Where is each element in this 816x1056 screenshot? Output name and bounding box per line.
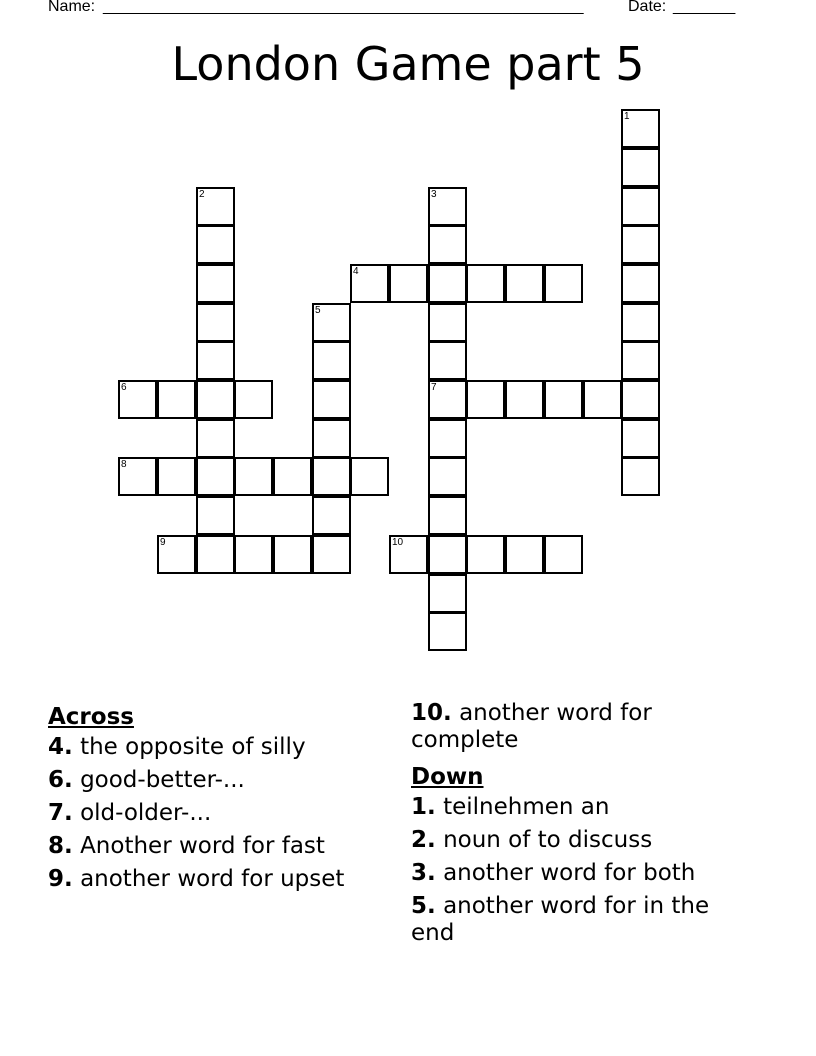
grid-cell-9[interactable]	[157, 535, 196, 574]
grid-cell[interactable]	[505, 380, 544, 419]
date-line[interactable]: _______	[673, 0, 736, 15]
grid-cell[interactable]	[196, 457, 235, 496]
grid-cell[interactable]	[196, 341, 235, 380]
grid-cell[interactable]	[621, 419, 660, 458]
cell-number: 3	[431, 189, 437, 200]
grid-cell[interactable]	[544, 380, 583, 419]
grid-cell-6[interactable]	[118, 380, 157, 419]
grid-cell[interactable]	[157, 380, 196, 419]
cell-number: 6	[121, 382, 127, 393]
puzzle-title: London Game part 5	[171, 37, 645, 91]
grid-cell[interactable]	[544, 535, 583, 574]
clue-number: 6.	[48, 767, 73, 793]
clue-down-3	[411, 860, 751, 887]
cell-number: 4	[353, 266, 359, 277]
clue-across-9	[48, 866, 378, 893]
cell-number: 7	[431, 382, 437, 393]
clue-down-1	[411, 794, 751, 821]
date-label: Date:	[628, 0, 667, 15]
grid-cell[interactable]	[428, 612, 467, 651]
clue-text: another word for upset	[80, 866, 345, 892]
cell-number: 8	[121, 459, 127, 470]
clue-across-4	[48, 734, 378, 761]
grid-cell[interactable]	[621, 341, 660, 380]
grid-cell[interactable]	[234, 457, 273, 496]
clue-number: 3.	[411, 860, 436, 886]
grid-cell[interactable]	[312, 457, 351, 496]
grid-cell[interactable]	[505, 264, 544, 303]
grid-cell[interactable]	[505, 535, 544, 574]
grid-cell[interactable]	[312, 496, 351, 535]
clue-text: another word for both	[443, 860, 696, 886]
grid-cell[interactable]	[196, 303, 235, 342]
grid-cell-10[interactable]	[389, 535, 428, 574]
clue-text: the opposite of silly	[80, 734, 306, 760]
grid-cell[interactable]	[466, 535, 505, 574]
clue-across-6	[48, 767, 378, 794]
clue-text: good-better-...	[80, 767, 245, 793]
grid-cell[interactable]	[428, 341, 467, 380]
grid-cell-4[interactable]	[350, 264, 389, 303]
clue-across-10	[411, 700, 751, 754]
grid-cell[interactable]	[312, 380, 351, 419]
across-heading: Across	[48, 704, 134, 730]
grid-cell[interactable]	[428, 303, 467, 342]
clue-down-5	[411, 893, 751, 947]
grid-cell[interactable]	[428, 574, 467, 613]
grid-cell[interactable]	[544, 264, 583, 303]
cell-number: 2	[199, 189, 205, 200]
grid-cell[interactable]	[621, 457, 660, 496]
grid-cell[interactable]	[312, 341, 351, 380]
name-label: Name:	[48, 0, 96, 15]
grid-cell[interactable]	[273, 535, 312, 574]
clue-number: 1.	[411, 794, 436, 820]
clue-across-8	[48, 833, 378, 860]
grid-cell-5[interactable]	[312, 303, 351, 342]
grid-cell[interactable]	[312, 419, 351, 458]
cell-number: 1	[624, 111, 630, 122]
grid-cell[interactable]	[196, 264, 235, 303]
grid-cell[interactable]	[196, 496, 235, 535]
grid-cell[interactable]	[428, 225, 467, 264]
grid-cell[interactable]	[428, 419, 467, 458]
grid-cell[interactable]	[466, 380, 505, 419]
grid-cell[interactable]	[428, 496, 467, 535]
clues-panel	[48, 700, 768, 1000]
grid-cell[interactable]	[428, 457, 467, 496]
grid-cell-8[interactable]	[118, 457, 157, 496]
clue-text: Another word for fast	[80, 833, 325, 859]
grid-cell[interactable]	[621, 264, 660, 303]
grid-cell[interactable]	[621, 148, 660, 187]
clue-text: another word for complete	[411, 700, 652, 753]
clue-down-2	[411, 827, 751, 854]
grid-cell[interactable]	[312, 535, 351, 574]
down-heading: Down	[411, 764, 484, 790]
grid-cell-7[interactable]	[428, 380, 467, 419]
clue-number: 8.	[48, 833, 73, 859]
clue-number: 9.	[48, 866, 73, 892]
cell-number: 9	[160, 537, 166, 548]
clue-text: another word for in the end	[411, 893, 710, 946]
grid-cell[interactable]	[621, 225, 660, 264]
grid-cell[interactable]	[234, 535, 273, 574]
cell-number: 5	[315, 305, 321, 316]
grid-cell[interactable]	[196, 225, 235, 264]
clue-number: 2.	[411, 827, 436, 853]
grid-cell[interactable]	[466, 264, 505, 303]
cell-number: 10	[392, 537, 404, 548]
clues-column-right	[411, 700, 751, 953]
grid-cell[interactable]	[389, 264, 428, 303]
clue-number: 5.	[411, 893, 436, 919]
grid-cell[interactable]	[196, 535, 235, 574]
grid-cell[interactable]	[234, 380, 273, 419]
grid-cell[interactable]	[196, 380, 235, 419]
grid-cell-2[interactable]	[196, 187, 235, 226]
clue-number: 10.	[411, 700, 452, 726]
grid-cell[interactable]	[350, 457, 389, 496]
grid-cell[interactable]	[621, 380, 660, 419]
clue-across-7	[48, 800, 378, 827]
clue-number: 4.	[48, 734, 73, 760]
grid-cell[interactable]	[157, 457, 196, 496]
clues-column-left	[48, 700, 378, 899]
grid-cell[interactable]	[621, 303, 660, 342]
grid-cell[interactable]	[621, 187, 660, 226]
grid-cell[interactable]	[428, 535, 467, 574]
grid-cell[interactable]	[196, 419, 235, 458]
grid-cell[interactable]	[428, 264, 467, 303]
grid-cell[interactable]	[583, 380, 622, 419]
clue-number: 7.	[48, 800, 73, 826]
clue-text: noun of to discuss	[443, 827, 653, 853]
name-line[interactable]: ______________________________________________________	[103, 0, 584, 15]
grid-cell-3[interactable]	[428, 187, 467, 226]
clue-text: teilnehmen an	[443, 794, 610, 820]
grid-cell[interactable]	[273, 457, 312, 496]
grid-cell-1[interactable]	[621, 109, 660, 148]
clue-text: old-older-...	[80, 800, 212, 826]
